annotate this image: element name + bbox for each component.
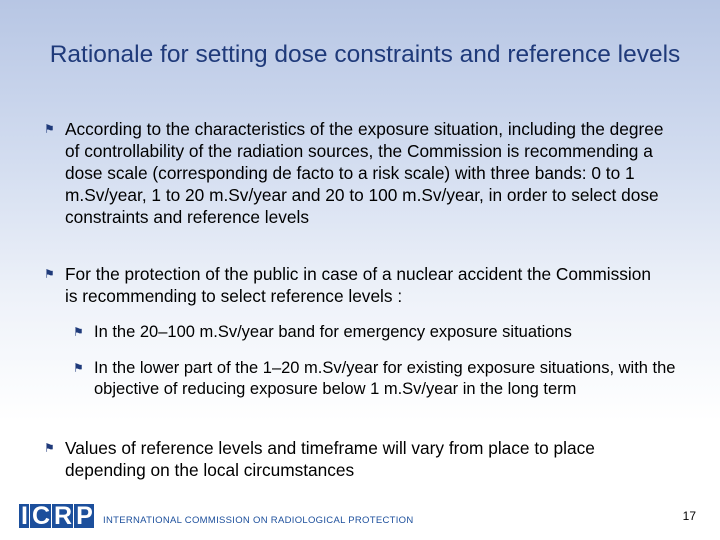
sub-bullet-item [73, 358, 684, 400]
slide-footer [0, 496, 720, 540]
flag-bullet-icon: ⚑ [44, 441, 55, 455]
bullet-item [44, 118, 680, 228]
bullet-text: For the protection of the public in case of a nuclear accident the Commission is recommending to select reference levels : [65, 264, 651, 306]
bullet-text: Values of reference levels and timeframe will vary from place to place depending on the local circumstances [65, 438, 595, 480]
icrp-logo [19, 504, 95, 528]
sub-bullet-item [73, 321, 684, 343]
logo-letter: P [76, 502, 92, 530]
bullet-item [44, 263, 665, 307]
logo-letter: C [31, 502, 50, 530]
bullet-item [44, 437, 675, 481]
flag-bullet-icon: ⚑ [73, 361, 84, 375]
bullet-text: According to the characteristics of the exposure situation, including the degree of controllability of the radiation sources, the Commission is recommending a dose scale (corresponding de facto to a risk scale) with three bands: 0 to 1 m.Sv/year, 1 to 20 m.Sv/year and 20 to 100 m.Sv/year, in order to select dose constraints and reference levels [65, 119, 664, 227]
organization-name: INTERNATIONAL COMMISSION ON RADIOLOGICAL PROTECTION [103, 515, 414, 526]
sub-bullet-text: In the 20–100 m.Sv/year band for emergency exposure situations [94, 323, 572, 341]
logo-letter: I [21, 502, 27, 530]
logo-letter: R [54, 502, 72, 530]
flag-bullet-icon: ⚑ [44, 122, 55, 136]
slide-title: Rationale for setting dose constraints and reference levels [49, 41, 681, 68]
flag-bullet-icon: ⚑ [44, 267, 55, 281]
sub-bullet-text: In the lower part of the 1–20 m.Sv/year for existing exposure situations, with the objective of reducing exposure below 1 m.Sv/year in the long term [94, 359, 676, 398]
flag-bullet-icon: ⚑ [73, 325, 84, 339]
page-number: 17 [682, 509, 696, 523]
